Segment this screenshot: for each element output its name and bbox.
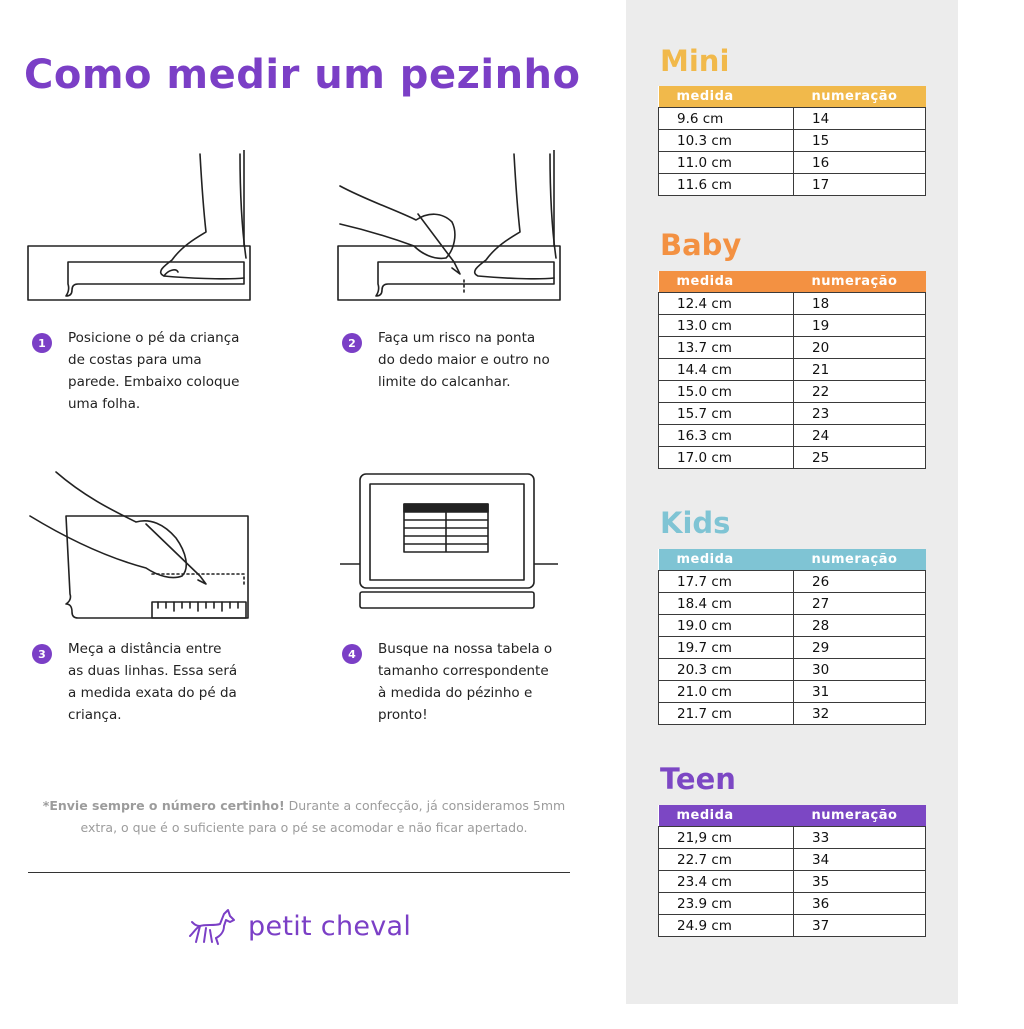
- cell-medida: 15.0 cm: [659, 381, 794, 403]
- cell-numeracao: 25: [794, 447, 926, 469]
- brand-name: petit cheval: [248, 910, 412, 942]
- footnote: [24, 795, 584, 839]
- table-row: [659, 359, 926, 381]
- section-mini: [658, 44, 926, 196]
- cell-medida: 14.4 cm: [659, 359, 794, 381]
- table-row: [659, 152, 926, 174]
- header-numeracao: numeração: [794, 86, 926, 108]
- section-kids: [658, 506, 926, 725]
- cell-numeracao: 24: [794, 425, 926, 447]
- cell-medida: 20.3 cm: [659, 659, 794, 681]
- cell-numeracao: 19: [794, 315, 926, 337]
- step-3: [32, 638, 268, 726]
- step-text: Meça a distância entre as duas linhas. Essa será a medida exata do pé da criança.: [68, 641, 238, 723]
- cell-numeracao: 21: [794, 359, 926, 381]
- cell-numeracao: 30: [794, 659, 926, 681]
- table-row: [659, 659, 926, 681]
- section-baby: [658, 228, 926, 469]
- cell-numeracao: 17: [794, 174, 926, 196]
- step-number-badge: 4: [342, 644, 362, 664]
- table-row: [659, 315, 926, 337]
- table-row: [659, 293, 926, 315]
- cell-medida: 23.4 cm: [659, 871, 794, 893]
- table-row: [659, 108, 926, 130]
- table-row: [659, 571, 926, 593]
- cell-medida: 15.7 cm: [659, 403, 794, 425]
- table-row: [659, 915, 926, 937]
- step-number-badge: 3: [32, 644, 52, 664]
- size-table-mini: [658, 86, 926, 196]
- section-teen: [658, 762, 926, 937]
- step-number-badge: 2: [342, 333, 362, 353]
- size-table-kids: [658, 549, 926, 725]
- table-header-row: [659, 271, 926, 293]
- section-title: Mini: [660, 44, 730, 78]
- cell-numeracao: 18: [794, 293, 926, 315]
- step-1: [32, 327, 268, 415]
- table-row: [659, 849, 926, 871]
- section-title: Teen: [660, 762, 736, 796]
- cell-numeracao: 20: [794, 337, 926, 359]
- header-medida: medida: [659, 549, 794, 571]
- cell-medida: 17.0 cm: [659, 447, 794, 469]
- cell-medida: 22.7 cm: [659, 849, 794, 871]
- measuring-ruler-illustration: [26, 468, 258, 628]
- header-medida: medida: [659, 271, 794, 293]
- page-title: Como medir um pezinho: [24, 52, 581, 98]
- step-text: Posicione o pé da criança de costas para uma parede. Embaixo coloque uma folha.: [68, 330, 240, 412]
- cell-medida: 13.0 cm: [659, 315, 794, 337]
- cell-numeracao: 29: [794, 637, 926, 659]
- header-numeracao: numeração: [794, 805, 926, 827]
- step-2: [342, 327, 578, 393]
- cell-numeracao: 33: [794, 827, 926, 849]
- cell-numeracao: 23: [794, 403, 926, 425]
- marking-toe-illustration: [336, 150, 568, 310]
- section-title: Baby: [660, 228, 742, 262]
- size-table-baby: [658, 271, 926, 469]
- header-medida: medida: [659, 86, 794, 108]
- cell-numeracao: 14: [794, 108, 926, 130]
- cell-medida: 11.0 cm: [659, 152, 794, 174]
- cell-numeracao: 27: [794, 593, 926, 615]
- table-row: [659, 703, 926, 725]
- step-text: Faça um risco na ponta do dedo maior e outro no limite do calcanhar.: [378, 330, 550, 390]
- table-row: [659, 637, 926, 659]
- cell-medida: 23.9 cm: [659, 893, 794, 915]
- step-number-badge: 1: [32, 333, 52, 353]
- table-header-row: [659, 86, 926, 108]
- table-row: [659, 403, 926, 425]
- divider: [28, 872, 570, 873]
- laptop-table-illustration: [336, 468, 568, 628]
- cell-medida: 24.9 cm: [659, 915, 794, 937]
- step-4: [342, 638, 578, 726]
- cell-medida: 21.0 cm: [659, 681, 794, 703]
- table-row: [659, 447, 926, 469]
- table-header-row: [659, 805, 926, 827]
- cell-medida: 9.6 cm: [659, 108, 794, 130]
- cell-medida: 16.3 cm: [659, 425, 794, 447]
- cell-medida: 10.3 cm: [659, 130, 794, 152]
- foot-on-paper-illustration: [26, 150, 258, 310]
- cell-medida: 18.4 cm: [659, 593, 794, 615]
- cell-numeracao: 36: [794, 893, 926, 915]
- cell-numeracao: 37: [794, 915, 926, 937]
- header-numeracao: numeração: [794, 271, 926, 293]
- table-row: [659, 381, 926, 403]
- cell-numeracao: 34: [794, 849, 926, 871]
- table-row: [659, 615, 926, 637]
- section-title: Kids: [660, 506, 731, 540]
- cell-medida: 21.7 cm: [659, 703, 794, 725]
- cell-numeracao: 22: [794, 381, 926, 403]
- table-row: [659, 827, 926, 849]
- table-row: [659, 130, 926, 152]
- cell-medida: 17.7 cm: [659, 571, 794, 593]
- step-text: Busque na nossa tabela o tamanho correspondente à medida do pézinho e pronto!: [378, 641, 553, 723]
- cell-medida: 12.4 cm: [659, 293, 794, 315]
- table-row: [659, 593, 926, 615]
- cell-numeracao: 31: [794, 681, 926, 703]
- cell-numeracao: 16: [794, 152, 926, 174]
- cell-medida: 19.7 cm: [659, 637, 794, 659]
- brand-logo: [186, 906, 411, 946]
- table-header-row: [659, 549, 926, 571]
- cell-numeracao: 15: [794, 130, 926, 152]
- cell-medida: 13.7 cm: [659, 337, 794, 359]
- cell-numeracao: 26: [794, 571, 926, 593]
- cell-medida: 11.6 cm: [659, 174, 794, 196]
- cell-medida: 19.0 cm: [659, 615, 794, 637]
- horse-logo-icon: [186, 906, 238, 946]
- header-numeracao: numeração: [794, 549, 926, 571]
- table-row: [659, 681, 926, 703]
- table-row: [659, 425, 926, 447]
- cell-numeracao: 35: [794, 871, 926, 893]
- table-row: [659, 871, 926, 893]
- cell-medida: 21,9 cm: [659, 827, 794, 849]
- cell-numeracao: 32: [794, 703, 926, 725]
- footnote-text: Durante a confecção, já consideramos 5mm extra, o que é o suficiente para o pé se acomodar e não ficar apertado.: [80, 798, 566, 835]
- table-row: [659, 337, 926, 359]
- cell-numeracao: 28: [794, 615, 926, 637]
- header-medida: medida: [659, 805, 794, 827]
- table-row: [659, 893, 926, 915]
- table-row: [659, 174, 926, 196]
- footnote-bold: *Envie sempre o número certinho!: [42, 798, 285, 813]
- size-table-teen: [658, 805, 926, 937]
